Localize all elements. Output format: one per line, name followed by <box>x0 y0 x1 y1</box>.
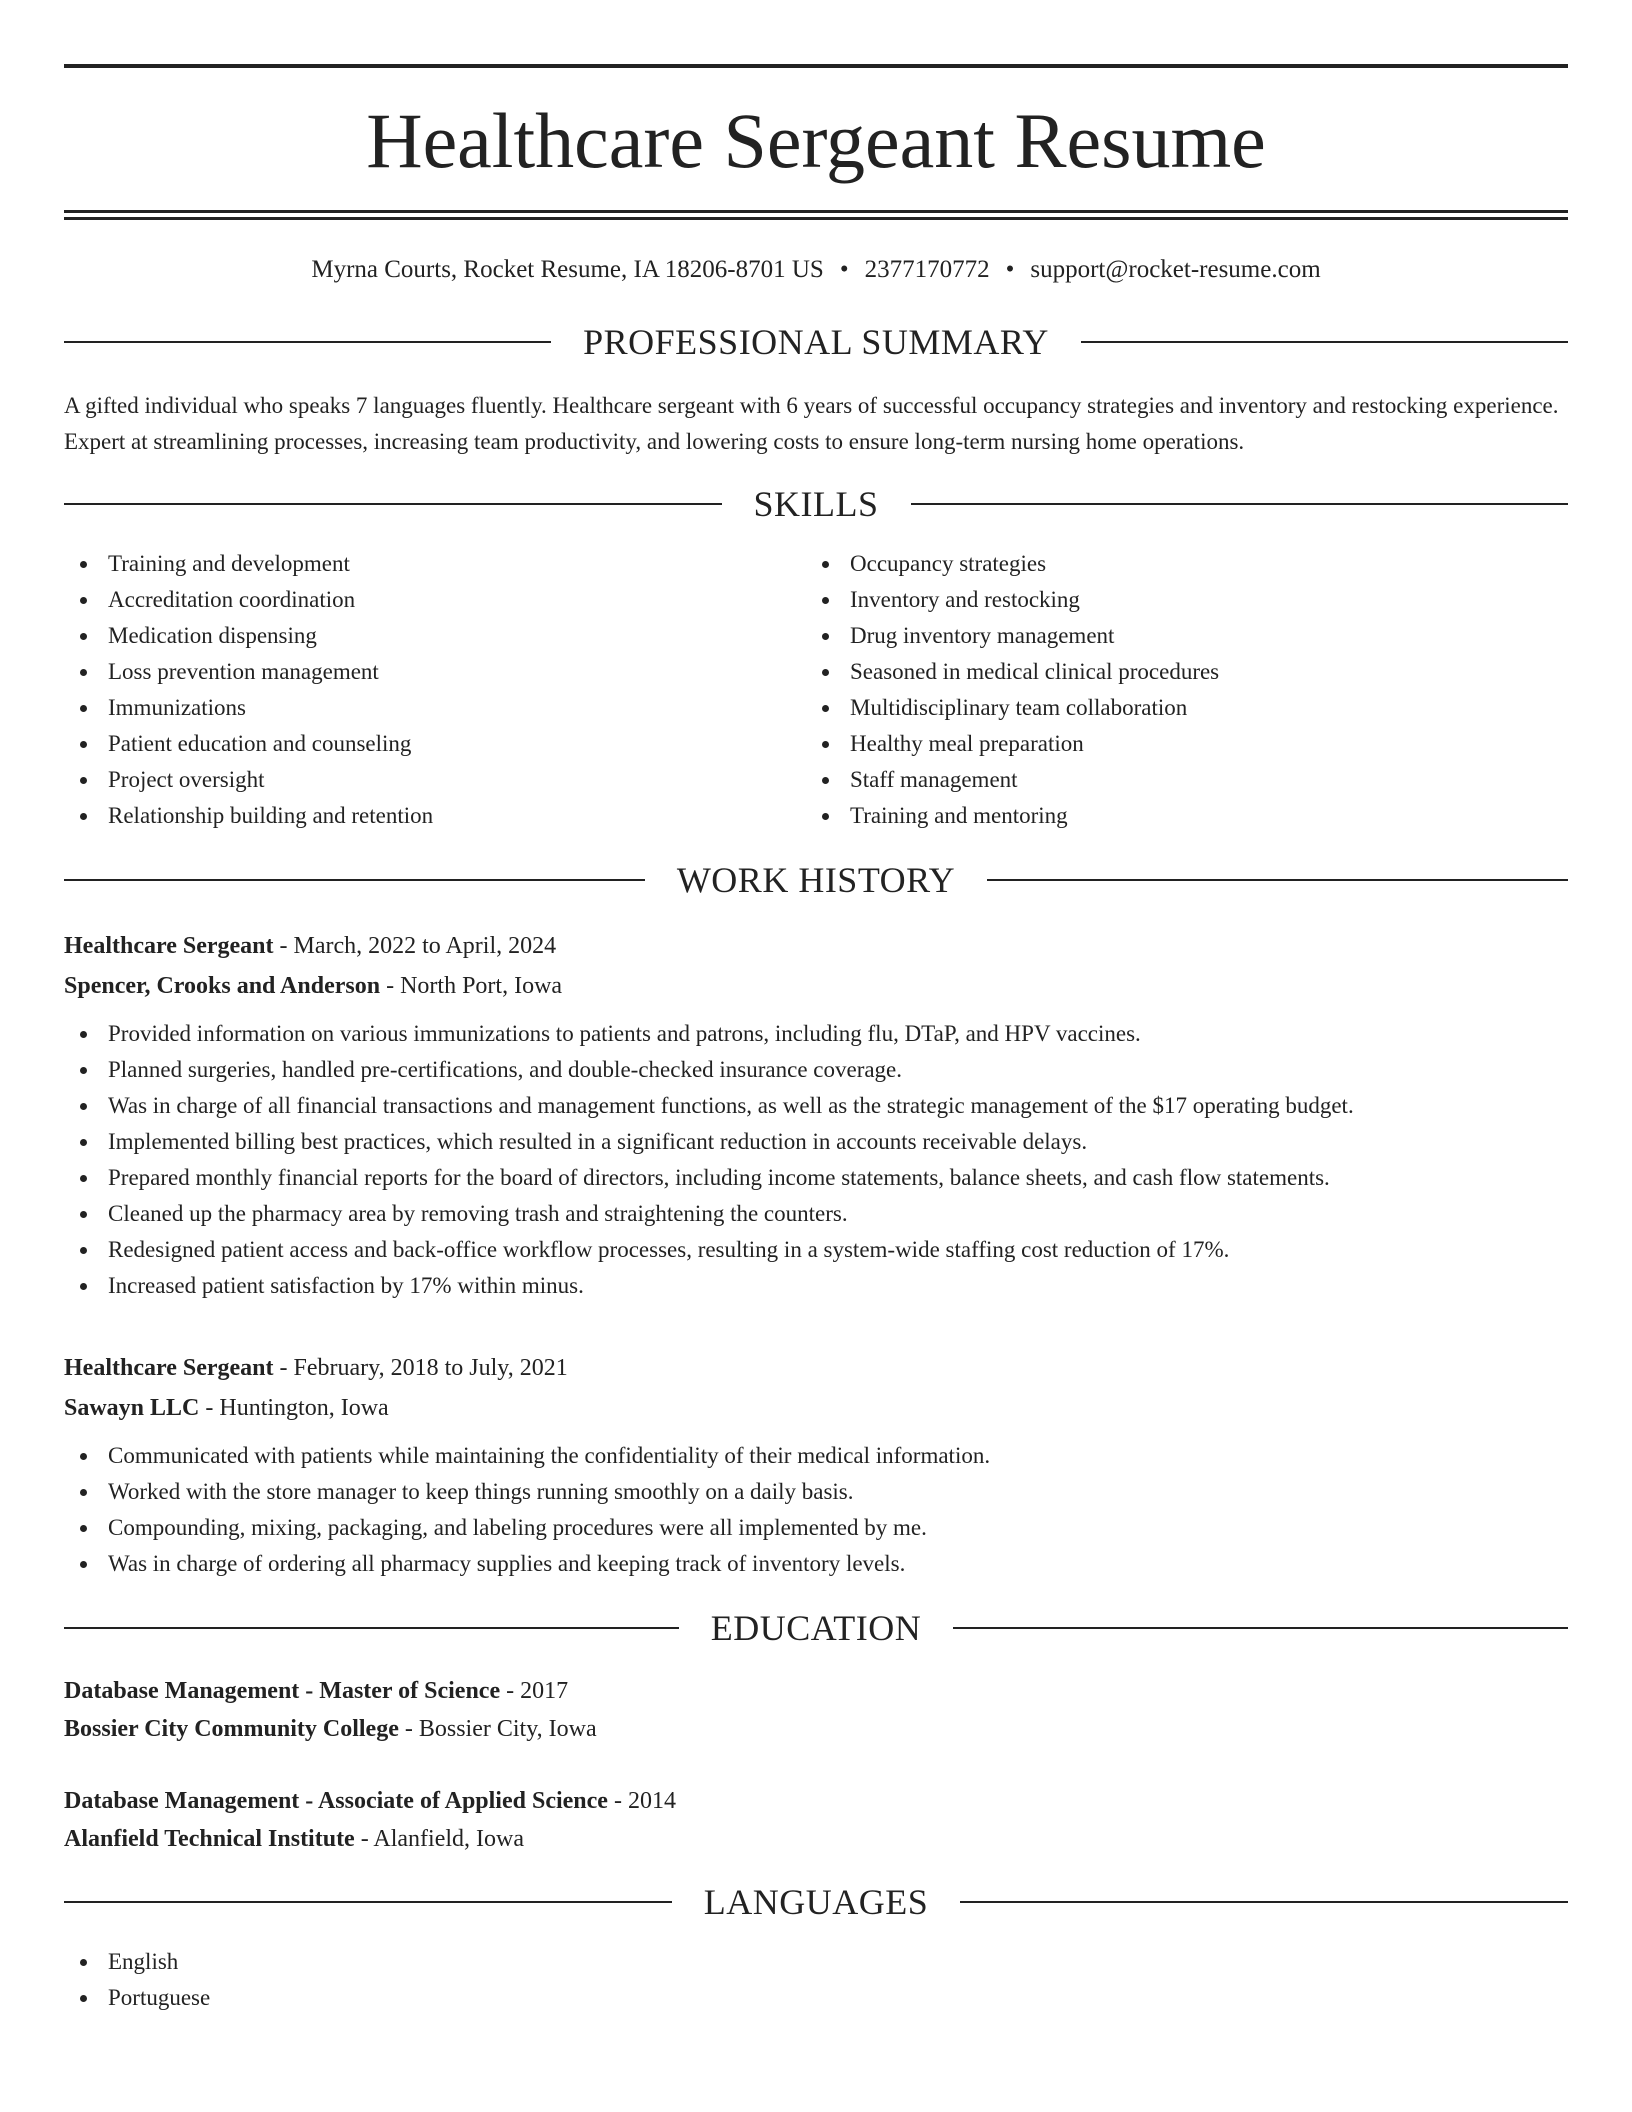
duty-item: Worked with the store manager to keep things running smoothly on a daily basis. <box>64 1474 1568 1510</box>
skill-item: Inventory and restocking <box>806 582 1548 618</box>
languages-list <box>64 1944 1568 2016</box>
skill-item: Relationship building and retention <box>64 798 806 834</box>
job-title-line <box>64 1348 1568 1388</box>
section-title: SKILLS <box>753 484 879 524</box>
job-dates: - March, 2022 to April, 2024 <box>273 933 557 959</box>
resume-page <box>64 64 1568 2016</box>
skill-item: Staff management <box>806 762 1548 798</box>
summary-text: A gifted individual who speaks 7 languages fluently. Healthcare sergeant with 6 years of successful occupancy strategies and inventory and restocking experience. Expert at streamlining processes, increasing team productivity, and lowering costs to ensure long-term nursing home operations. <box>64 393 1559 454</box>
school-line <box>64 1820 1568 1858</box>
degree: Database Management - Master of Science <box>64 1678 501 1704</box>
heading-rule <box>1081 341 1568 343</box>
heading-rule <box>911 503 1569 505</box>
section-heading-work <box>64 862 1568 898</box>
duty-item: Provided information on various immunizations to patients and patrons, including flu, DTaP, and HPV vaccines. <box>64 1016 1568 1052</box>
job-title: Healthcare Sergeant <box>64 1355 274 1381</box>
section-heading-summary <box>64 324 1568 360</box>
duty-item: Planned surgeries, handled pre-certifications, and double-checked insurance coverage. <box>64 1052 1568 1088</box>
skill-item: Healthy meal preparation <box>806 726 1548 762</box>
skill-item: Seasoned in medical clinical procedures <box>806 654 1548 690</box>
school-location: - Alanfield, Iowa <box>354 1826 524 1852</box>
education-entry <box>64 1672 1568 1748</box>
skill-item: Training and mentoring <box>806 798 1548 834</box>
duty-item: Increased patient satisfaction by 17% within minus. <box>64 1268 1568 1304</box>
skill-item: Multidisciplinary team collaboration <box>806 690 1548 726</box>
degree-line <box>64 1782 1568 1820</box>
section-title: WORK HISTORY <box>676 860 956 900</box>
heading-rule <box>64 879 645 881</box>
school-line <box>64 1710 1568 1748</box>
degree: Database Management - Associate of Applied Science <box>64 1788 608 1814</box>
language-item: English <box>64 1944 1568 1980</box>
section-title: EDUCATION <box>710 1608 922 1648</box>
skills-list <box>64 546 1568 834</box>
school: Bossier City Community College <box>64 1716 399 1742</box>
contact-email: support@rocket-resume.com <box>1030 256 1321 283</box>
job-dates: - February, 2018 to July, 2021 <box>273 1355 568 1381</box>
heading-rule <box>953 1627 1568 1629</box>
heading-rule <box>987 879 1568 881</box>
contact-phone: 2377170772 <box>864 256 990 283</box>
section-title: LANGUAGES <box>703 1882 929 1922</box>
section-heading-education <box>64 1610 1568 1646</box>
degree-year: - 2014 <box>607 1788 676 1814</box>
heading-rule <box>64 1901 672 1903</box>
section-title: PROFESSIONAL SUMMARY <box>583 322 1049 362</box>
job-company-line <box>64 966 1568 1006</box>
duty-item: Was in charge of all financial transactions and management functions, as well as the strategic management of the $17 operating budget. <box>64 1088 1568 1124</box>
top-rule <box>64 64 1568 68</box>
contact-address: Myrna Courts, Rocket Resume, IA 18206-8701 US <box>311 256 824 283</box>
job-company: Sawayn LLC <box>64 1395 200 1421</box>
skill-item: Drug inventory management <box>806 618 1548 654</box>
duty-item: Prepared monthly financial reports for the board of directors, including income statements, balance sheets, and cash flow statements. <box>64 1160 1568 1196</box>
title-double-rule <box>64 210 1568 220</box>
degree-line <box>64 1672 1568 1710</box>
skill-item: Training and development <box>64 546 806 582</box>
page-title: Healthcare Sergeant Resume <box>366 97 1266 184</box>
duty-item: Redesigned patient access and back-office workflow processes, resulting in a system-wide staffing cost reduction of 17%. <box>64 1232 1568 1268</box>
duty-item: Cleaned up the pharmacy area by removing trash and straightening the counters. <box>64 1196 1568 1232</box>
school: Alanfield Technical Institute <box>64 1826 355 1852</box>
job-title-line <box>64 926 1568 966</box>
heading-rule <box>64 341 551 343</box>
school-location: - Bossier City, Iowa <box>398 1716 597 1742</box>
skill-item: Patient education and counseling <box>64 726 806 762</box>
job-duties <box>64 1438 1568 1582</box>
contact-line <box>64 256 1568 284</box>
section-heading-skills <box>64 486 1568 522</box>
job-entry <box>64 926 1568 1304</box>
job-company: Spencer, Crooks and Anderson <box>64 973 381 999</box>
skills-column-left <box>64 546 806 834</box>
job-location: - North Port, Iowa <box>380 973 563 999</box>
duty-item: Compounding, mixing, packaging, and labeling procedures were all implemented by me. <box>64 1510 1568 1546</box>
heading-rule <box>64 503 722 505</box>
contact-separator: • <box>839 256 849 283</box>
section-heading-languages <box>64 1884 1568 1920</box>
heading-rule <box>960 1901 1568 1903</box>
skill-item: Occupancy strategies <box>806 546 1548 582</box>
skills-column-right <box>806 546 1548 834</box>
contact-separator: • <box>1005 256 1015 283</box>
skill-item: Immunizations <box>64 690 806 726</box>
skill-item: Project oversight <box>64 762 806 798</box>
job-entry <box>64 1348 1568 1582</box>
job-company-line <box>64 1388 1568 1428</box>
duty-item: Communicated with patients while maintaining the confidentiality of their medical information. <box>64 1438 1568 1474</box>
job-title: Healthcare Sergeant <box>64 933 274 959</box>
language-item: Portuguese <box>64 1980 1568 2016</box>
duty-item: Was in charge of ordering all pharmacy supplies and keeping track of inventory levels. <box>64 1546 1568 1582</box>
degree-year: - 2017 <box>500 1678 569 1704</box>
heading-rule <box>64 1627 679 1629</box>
job-location: - Huntington, Iowa <box>199 1395 389 1421</box>
skill-item: Loss prevention management <box>64 654 806 690</box>
skill-item: Medication dispensing <box>64 618 806 654</box>
job-duties <box>64 1016 1568 1304</box>
education-entry <box>64 1782 1568 1858</box>
duty-item: Implemented billing best practices, which resulted in a significant reduction in accounts receivable delays. <box>64 1124 1568 1160</box>
skill-item: Accreditation coordination <box>64 582 806 618</box>
